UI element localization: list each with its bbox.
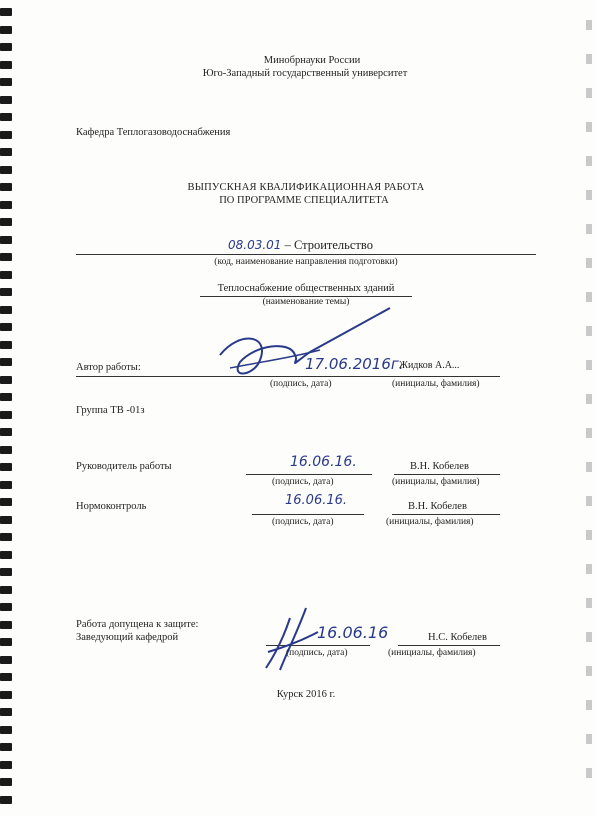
direction-line bbox=[228, 238, 373, 253]
binding-hole bbox=[0, 236, 12, 244]
supervisor-sign-caption: (подпись, дата) bbox=[272, 477, 334, 487]
normcontrol-date: 16.06.16. bbox=[285, 493, 348, 508]
binding-hole bbox=[0, 796, 12, 804]
supervisor-name-underline bbox=[394, 474, 500, 475]
binding-hole bbox=[0, 743, 12, 751]
city-year: Курск 2016 г. bbox=[276, 689, 336, 700]
binding-hole bbox=[0, 376, 12, 384]
binding-hole bbox=[0, 61, 12, 69]
binding-hole bbox=[0, 568, 12, 576]
binding-hole bbox=[0, 271, 12, 279]
page-edge bbox=[574, 0, 596, 816]
binding-hole bbox=[0, 306, 12, 314]
normcontrol-name: В.Н. Кобелев bbox=[408, 501, 467, 512]
binding-hole bbox=[0, 533, 12, 541]
author-initials-caption: (инициалы, фамилия) bbox=[392, 379, 480, 389]
binding-hole bbox=[0, 323, 12, 331]
edge-mark bbox=[586, 632, 592, 642]
supervisor-sign-underline bbox=[246, 474, 372, 475]
edge-mark bbox=[586, 462, 592, 472]
binding-hole bbox=[0, 96, 12, 104]
head-label: Заведующий кафедрой bbox=[76, 632, 179, 643]
edge-mark bbox=[586, 156, 592, 166]
direction-underline bbox=[76, 254, 536, 255]
binding-hole bbox=[0, 621, 12, 629]
edge-mark bbox=[586, 666, 592, 676]
binding-hole bbox=[0, 551, 12, 559]
binding-hole bbox=[0, 341, 12, 349]
binding-hole bbox=[0, 166, 12, 174]
binding-hole bbox=[0, 498, 12, 506]
topic-text: Теплоснабжение общественных зданий bbox=[217, 283, 395, 294]
supervisor-name: В.Н. Кобелев bbox=[410, 461, 469, 472]
edge-mark bbox=[586, 496, 592, 506]
edge-mark bbox=[586, 700, 592, 710]
author-name: Жидков А.А... bbox=[399, 360, 460, 371]
binding-hole bbox=[0, 516, 12, 524]
edge-mark bbox=[586, 20, 592, 30]
edge-mark bbox=[586, 54, 592, 64]
topic-caption: (наименование темы) bbox=[262, 297, 350, 307]
document-title-line2: ПО ПРОГРАММЕ СПЕЦИАЛИТЕТА bbox=[219, 195, 389, 206]
head-initials-caption: (инициалы, фамилия) bbox=[388, 648, 476, 658]
author-label: Автор работы: bbox=[76, 362, 141, 373]
binding-hole bbox=[0, 148, 12, 156]
direction-code: 08.03.01 bbox=[228, 238, 282, 252]
edge-mark bbox=[586, 564, 592, 574]
head-sign-caption: (подпись, дата) bbox=[286, 648, 348, 658]
binding-hole bbox=[0, 43, 12, 51]
edge-mark bbox=[586, 122, 592, 132]
edge-mark bbox=[586, 190, 592, 200]
edge-mark bbox=[586, 224, 592, 234]
edge-mark bbox=[586, 360, 592, 370]
head-name: Н.С. Кобелев bbox=[428, 632, 487, 643]
supervisor-initials-caption: (инициалы, фамилия) bbox=[392, 477, 480, 487]
author-signature bbox=[200, 300, 410, 390]
edge-mark bbox=[586, 394, 592, 404]
binding-hole bbox=[0, 463, 12, 471]
edge-mark bbox=[586, 734, 592, 744]
normcontrol-sign-caption: (подпись, дата) bbox=[272, 517, 334, 527]
author-date: 17.06.2016г. bbox=[305, 355, 404, 373]
binding-hole bbox=[0, 673, 12, 681]
binding-hole bbox=[0, 253, 12, 261]
head-name-underline bbox=[398, 645, 500, 646]
edge-mark bbox=[586, 598, 592, 608]
binding-hole bbox=[0, 656, 12, 664]
edge-mark bbox=[586, 326, 592, 336]
normcontrol-label: Нормоконтроль bbox=[76, 501, 147, 512]
direction-dash: – bbox=[284, 238, 291, 252]
binding-hole bbox=[0, 183, 12, 191]
direction-name: Строительство bbox=[293, 238, 373, 252]
edge-mark bbox=[586, 768, 592, 778]
binding-hole bbox=[0, 638, 12, 646]
binding-hole bbox=[0, 428, 12, 436]
binding-hole bbox=[0, 288, 12, 296]
binding-hole bbox=[0, 113, 12, 121]
head-date: 16.06.16 bbox=[317, 623, 389, 642]
binding-hole bbox=[0, 411, 12, 419]
binding-hole bbox=[0, 26, 12, 34]
document-title-line1: ВЫПУСКНАЯ КВАЛИФИКАЦИОННАЯ РАБОТА bbox=[187, 182, 425, 193]
normcontrol-name-underline bbox=[392, 514, 500, 515]
normcontrol-sign-underline bbox=[252, 514, 364, 515]
edge-mark bbox=[586, 88, 592, 98]
binding-hole bbox=[0, 78, 12, 86]
spiral-binding bbox=[0, 0, 22, 816]
direction-caption: (код, наименование направления подготовки) bbox=[214, 257, 398, 267]
binding-hole bbox=[0, 358, 12, 366]
binding-hole bbox=[0, 726, 12, 734]
binding-hole bbox=[0, 691, 12, 699]
binding-hole bbox=[0, 761, 12, 769]
binding-hole bbox=[0, 218, 12, 226]
binding-hole bbox=[0, 201, 12, 209]
edge-mark bbox=[586, 258, 592, 268]
binding-hole bbox=[0, 603, 12, 611]
university-name: Юго-Западный государственный университет bbox=[202, 68, 408, 79]
edge-mark bbox=[586, 292, 592, 302]
binding-hole bbox=[0, 481, 12, 489]
ministry-name: Минобрнауки России bbox=[263, 55, 361, 66]
author-sign-caption: (подпись, дата) bbox=[270, 379, 332, 389]
binding-hole bbox=[0, 708, 12, 716]
binding-hole bbox=[0, 131, 12, 139]
edge-mark bbox=[586, 428, 592, 438]
binding-hole bbox=[0, 778, 12, 786]
binding-hole bbox=[0, 8, 12, 16]
binding-hole bbox=[0, 393, 12, 401]
binding-hole bbox=[0, 586, 12, 594]
group-label: Группа ТВ -01з bbox=[76, 405, 145, 416]
department-name: Кафедра Теплогазоводоснабжения bbox=[76, 127, 231, 138]
supervisor-date: 16.06.16. bbox=[290, 454, 357, 470]
binding-hole bbox=[0, 446, 12, 454]
normcontrol-initials-caption: (инициалы, фамилия) bbox=[386, 517, 474, 527]
admitted-label: Работа допущена к защите: bbox=[76, 619, 199, 630]
edge-mark bbox=[586, 530, 592, 540]
supervisor-label: Руководитель работы bbox=[76, 461, 172, 472]
